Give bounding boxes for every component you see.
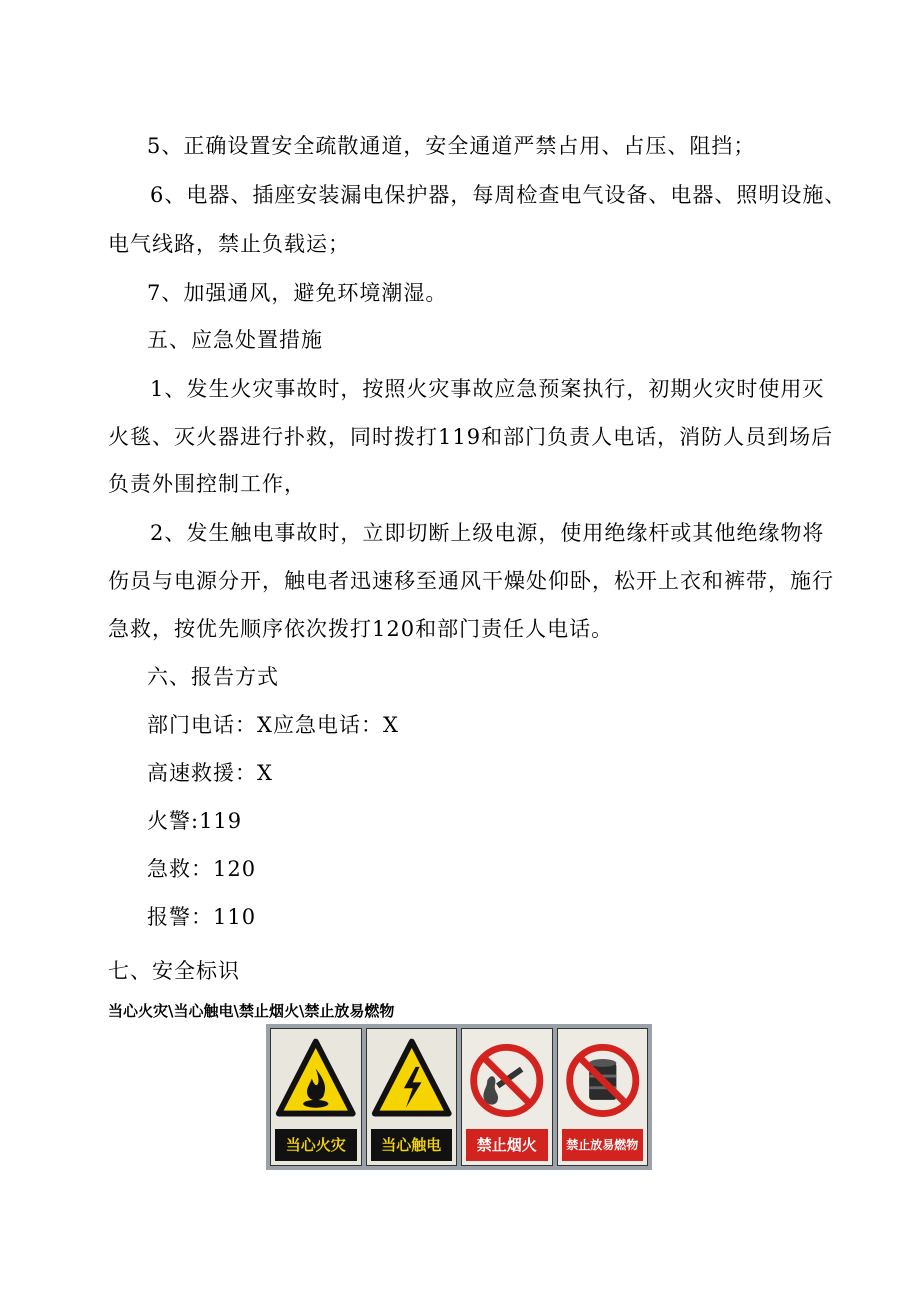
first-aid-phone: 急救：120 bbox=[147, 857, 257, 881]
sign-fire-warning bbox=[270, 1028, 362, 1166]
sign-label: 当心触电 bbox=[371, 1129, 453, 1161]
item-5-escape-routes: 5、正确设置安全疏散通道，安全通道严禁占用、占压、阻挡； bbox=[147, 134, 756, 158]
emergency-item-2-line-2: 伤员与电源分开，触电者迅速移至通风干燥处仰卧，松开上衣和裤带，施行 bbox=[108, 569, 834, 593]
fire-alarm-phone: 火警:119 bbox=[147, 809, 243, 833]
item-6-electrical-line-2: 电气线路，禁止负载运； bbox=[108, 232, 350, 256]
section-7-heading: 七、安全标识 bbox=[108, 959, 240, 983]
emergency-item-2-line-1: 2、发生触电事故时，立即切断上级电源，使用绝缘杆或其他绝缘物将 bbox=[150, 521, 825, 545]
emergency-item-1-line-3: 负责外围控制工作， bbox=[108, 472, 306, 496]
safety-signs-panel bbox=[266, 1024, 652, 1170]
item-7-ventilation: 7、加强通风，避免环境潮湿。 bbox=[147, 281, 448, 305]
sign-label: 禁止烟火 bbox=[466, 1129, 548, 1161]
department-phone: 部门电话：X应急电话：X bbox=[147, 713, 399, 737]
signs-caption: 当心火灾\当心触电\禁止烟火\禁止放易燃物 bbox=[108, 1002, 395, 1020]
item-6-electrical-line-1: 6、电器、插座安装漏电保护器，每周检查电气设备、电器、照明设施、 bbox=[150, 183, 847, 207]
sign-label: 禁止放易燃物 bbox=[562, 1129, 644, 1161]
emergency-item-1-line-1: 1、发生火灾事故时，按照火灾事故应急预案执行，初期火灾时使用灭 bbox=[150, 377, 825, 401]
sign-electric-warning bbox=[366, 1028, 458, 1166]
sign-no-flammables bbox=[557, 1028, 649, 1166]
section-6-heading: 六、报告方式 bbox=[147, 665, 279, 689]
emergency-item-1-line-2: 火毯、灭火器进行扑救，同时拨打119和部门负责人电话，消防人员到场后 bbox=[108, 425, 834, 449]
section-5-heading: 五、应急处置措施 bbox=[147, 328, 323, 352]
sign-no-smoking bbox=[461, 1028, 553, 1166]
police-phone: 报警：110 bbox=[147, 905, 257, 929]
emergency-item-2-line-3: 急救，按优先顺序依次拨打120和部门责任人电话。 bbox=[108, 617, 614, 641]
sign-label: 当心火灾 bbox=[275, 1129, 357, 1161]
highway-rescue-phone: 高速救援：X bbox=[147, 761, 273, 785]
